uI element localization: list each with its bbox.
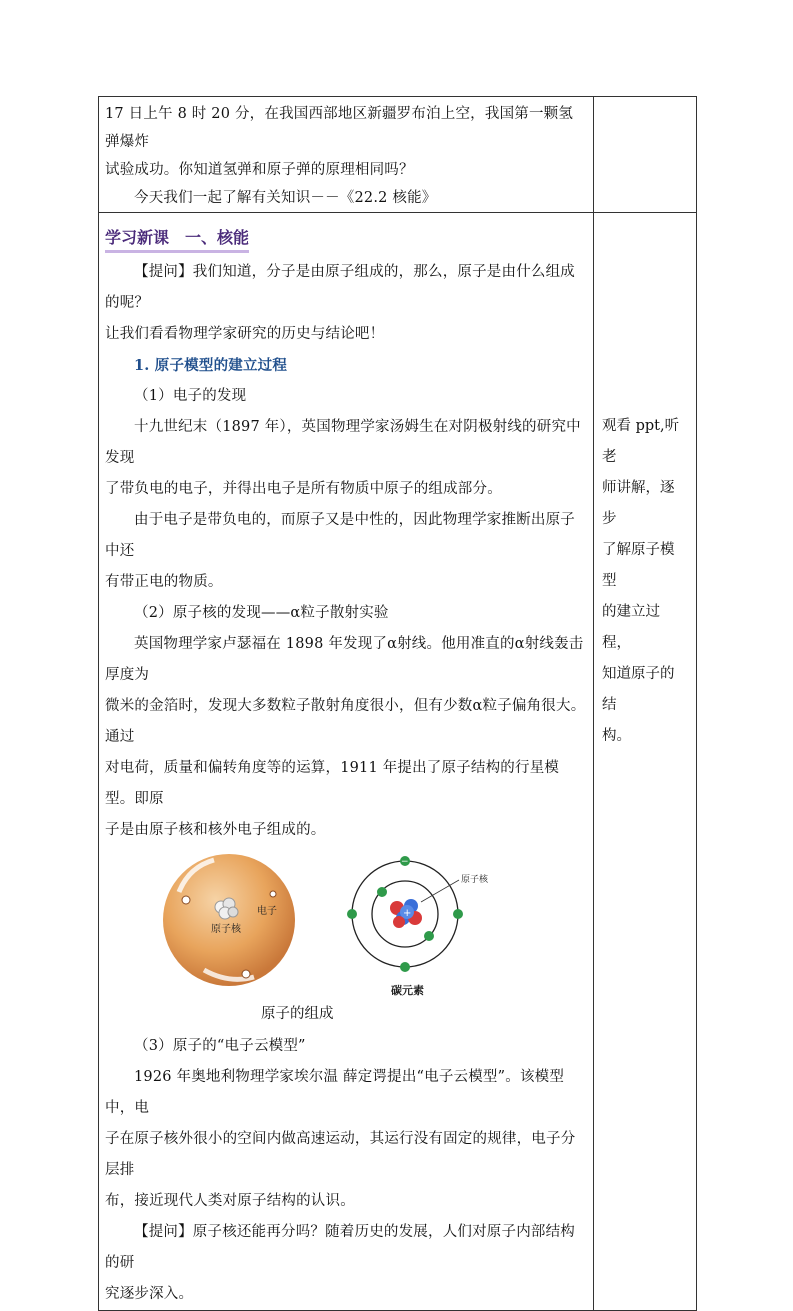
lesson-cell — [99, 213, 594, 1311]
section-title: 学习新课 一、核能 — [105, 227, 249, 253]
activity-line-1: 观看 ppt,听老 — [602, 418, 680, 465]
figure-caption: 原子的组成 — [261, 1006, 334, 1022]
carbon-atom — [347, 856, 489, 997]
activity-text — [594, 411, 696, 752]
item-electron-cloud: （3）原子的“电子云模型” — [134, 1038, 306, 1054]
para-2-line-2: 有带正电的物质。 — [105, 574, 223, 590]
intro-side-cell — [594, 97, 697, 213]
activity-line-2: 师讲解，逐步 — [602, 480, 675, 527]
intro-line-3: 今天我们一起了解有关知识－－《22.2 核能》 — [134, 190, 437, 206]
subtitle-atom-model: 1. 原子模型的建立过程 — [134, 357, 288, 374]
electron-dot-1 — [182, 896, 190, 904]
intro-line-1: 17 日上午 8 时 20 分，在我国西部地区新疆罗布泊上空，我国第一颗氢弹爆炸 — [105, 106, 574, 150]
item-nucleus-discovery: （2）原子核的发现——α粒子散射实验 — [134, 605, 389, 621]
label-nucleus-right: 原子核 — [461, 875, 489, 885]
lesson-table — [98, 96, 697, 1311]
para-2-line-1: 由于电子是带负电的，而原子又是中性的，因此物理学家推断出原子中还 — [105, 512, 575, 559]
carbon-nucleus — [390, 899, 422, 928]
label-carbon: 碳元素 — [391, 984, 424, 997]
para-4-line-1: 1926 年奥地利物理学家埃尔温 薛定谔提出“电子云模型”。该模型中，电 — [105, 1069, 565, 1116]
plus-sign: + — [403, 908, 412, 919]
para-4-line-3: 布，接近现代人类对原子结构的认识。 — [105, 1193, 355, 1209]
activity-cell — [594, 213, 697, 1311]
para-4-line-2: 子在原子核外很小的空间内做高速运动，其运行没有固定的规律，电子分层排 — [105, 1131, 576, 1178]
intro-line-2: 试验成功。你知道氢弹和原子弹的原理相同吗？ — [105, 162, 414, 178]
label-nucleus: 原子核 — [211, 924, 241, 935]
activity-line-6: 构。 — [602, 728, 631, 744]
para-1-line-1: 十九世纪末（1897 年），英国物理学家汤姆生在对阴极射线的研究中发现 — [105, 419, 581, 466]
intro-row — [99, 97, 697, 213]
electron-dot-2 — [242, 970, 250, 978]
electron-dot-3 — [270, 891, 276, 897]
atom-figure — [99, 852, 593, 1027]
atom-sphere — [163, 854, 295, 986]
intro-cell — [99, 97, 594, 213]
para-3-line-3: 对电荷，质量和偏转角度等的运算，1911 年提出了原子结构的行星模型。即原 — [105, 760, 560, 807]
atom-illustration — [159, 852, 489, 1002]
para-3-line-2: 微米的金箔时，发现大多数粒子散射角度很小，但有少数α粒子偏角很大。通过 — [105, 698, 586, 745]
label-electron: 电子 — [257, 906, 277, 917]
activity-line-3: 了解原子模型 — [602, 542, 675, 589]
para-1-line-2: 了带负电的电子，并得出电子是所有物质中原子的组成部分。 — [105, 481, 502, 497]
question-2-line-1: 【提问】原子核还能再分吗？随着历史的发展，人们对原子内部结构的研 — [105, 1224, 575, 1271]
activity-line-5: 知道原子的结 — [602, 666, 675, 713]
question-1-line-1: 【提问】我们知道，分子是由原子组成的，那么，原子是由什么组成的呢？ — [105, 264, 575, 311]
item-electron-discovery: （1）电子的发现 — [134, 388, 247, 404]
para-3-line-4: 子是由原子核和核外电子组成的。 — [105, 822, 326, 838]
question-2-line-2: 究逐步深入。 — [105, 1286, 194, 1302]
minus-sign: − — [401, 857, 409, 867]
para-3-line-1: 英国物理学家卢瑟福在 1898 年发现了α射线。他用准直的α射线轰击厚度为 — [105, 636, 584, 683]
question-1-line-2: 让我们看看物理学家研究的历史与结论吧！ — [105, 326, 385, 342]
activity-line-4: 的建立过程， — [602, 604, 660, 651]
lesson-row — [99, 213, 697, 1311]
